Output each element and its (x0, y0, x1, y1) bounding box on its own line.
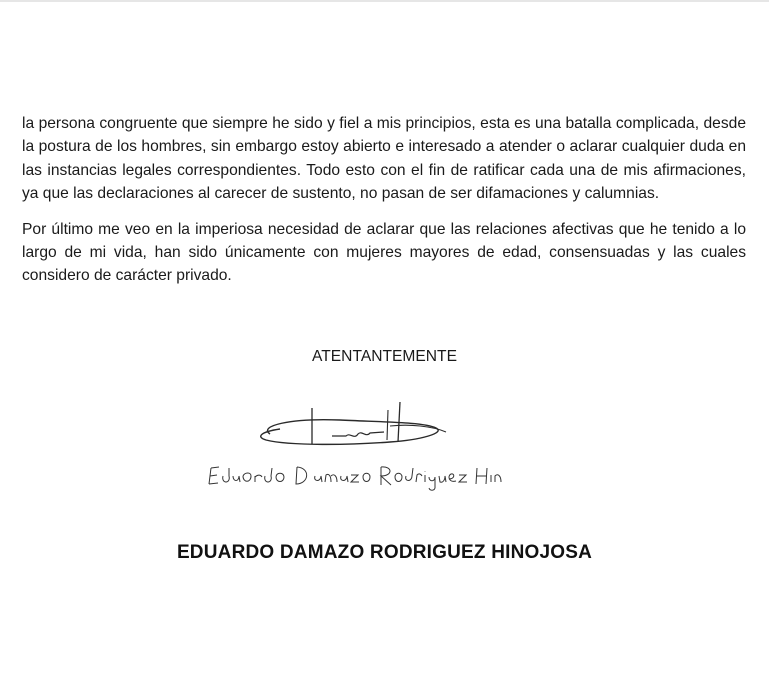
page-top-edge (0, 0, 769, 2)
handwritten-name-image (205, 458, 505, 494)
closing-text: ATENTANTEMENTE (312, 348, 457, 365)
signature-image (250, 396, 460, 456)
letter-body (22, 112, 746, 300)
closing-line (0, 348, 769, 366)
paragraph-1: la persona congruente que siempre he sido y fiel a mis principios, esta es una batalla complicada, desde la postura de los hombres, sin embargo estoy abierto e interesado a atender o aclarar cualquier duda en las instancias legales correspondientes. Todo esto con el fin de ratificar cada una de mis afirmaciones, ya que las declaraciones al carecer de sustento, no pasan de ser difamaciones y calumnias. (22, 115, 746, 203)
paragraph-2: Por último me veo en la imperiosa necesidad de aclarar que las relaciones afectivas que he tenido a lo largo de mi vida, han sido únicamente con mujeres mayores de edad, consensuadas y las cuales considero de carácter privado. (22, 220, 746, 285)
printed-name: EDUARDO DAMAZO RODRIGUEZ HINOJOSA (176, 542, 593, 563)
